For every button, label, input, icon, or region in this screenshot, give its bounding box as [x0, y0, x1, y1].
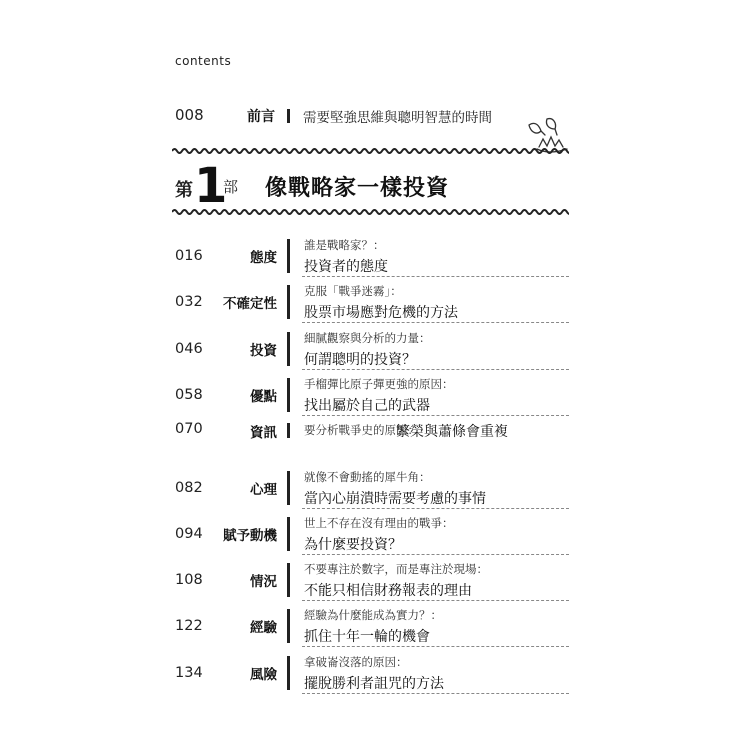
entry-divider-bar	[287, 517, 290, 551]
entry-page-number: 032	[175, 294, 203, 310]
entry-subtitle: 不要專注於數字，而是專注於現場：	[304, 562, 488, 576]
entry-title: 態度	[250, 250, 277, 266]
entry-main-title: 不能只相信財務報表的理由	[304, 583, 472, 599]
entry-dashed-separator	[302, 415, 569, 416]
entry-subtitle: 要分析戰爭史的原因：	[304, 423, 419, 437]
entry-title: 風險	[250, 667, 277, 683]
entry-divider-bar	[287, 471, 290, 505]
entry-title: 不確定性	[223, 296, 277, 312]
entry-dashed-separator	[302, 554, 569, 555]
contents-heading: contents	[175, 54, 232, 68]
part-number: 1	[194, 158, 228, 214]
entry-main-title: 當內心崩潰時需要考慮的事情	[304, 491, 486, 507]
preface-text: 需要堅強思維與聰明智慧的時間	[303, 110, 492, 126]
entry-dashed-separator	[302, 322, 569, 323]
entry-subtitle: 誰是戰略家？：	[304, 238, 385, 252]
entry-divider-bar	[287, 378, 290, 412]
entry-divider-bar	[287, 423, 290, 438]
preface-page-number: 008	[175, 106, 204, 124]
wavy-divider-bottom	[172, 206, 569, 218]
entry-divider-bar	[287, 239, 290, 273]
entry-dashed-separator	[302, 646, 569, 647]
entry-subtitle: 克服「戰爭迷霧」：	[304, 284, 402, 298]
entry-main-title: 繁榮與蕭條會重複	[396, 424, 508, 440]
entry-subtitle: 世上不存在沒有理由的戰爭：	[304, 516, 454, 530]
entry-page-number: 070	[175, 421, 203, 437]
entry-title: 投資	[250, 343, 277, 359]
entry-divider-bar	[287, 656, 290, 690]
entry-dashed-separator	[302, 276, 569, 277]
entry-subtitle: 手榴彈比原子彈更強的原因：	[304, 377, 454, 391]
entry-main-title: 投資者的態度	[304, 259, 388, 275]
entry-title: 心理	[250, 482, 277, 498]
entry-title: 情況	[250, 574, 277, 590]
entry-title: 經驗	[250, 620, 277, 636]
part-suffix: 部	[223, 178, 239, 196]
entry-page-number: 082	[175, 480, 203, 496]
entry-main-title: 擺脫勝利者詛咒的方法	[304, 676, 444, 692]
entry-divider-bar	[287, 285, 290, 319]
preface-divider-bar	[287, 109, 290, 123]
entry-subtitle: 細膩觀察與分析的力量：	[304, 331, 431, 345]
entry-page-number: 094	[175, 526, 203, 542]
entry-subtitle: 經驗為什麼能成為實力？：	[304, 608, 442, 622]
entry-dashed-separator	[302, 600, 569, 601]
entry-subtitle: 拿破崙沒落的原因：	[304, 655, 408, 669]
entry-page-number: 134	[175, 665, 203, 681]
entry-main-title: 何謂聰明的投資？	[304, 352, 416, 368]
part-prefix: 第	[175, 180, 193, 201]
entry-title: 賦予動機	[223, 528, 277, 544]
entry-dashed-separator	[302, 693, 569, 694]
entry-page-number: 046	[175, 341, 203, 357]
entry-page-number: 058	[175, 387, 203, 403]
entry-title: 資訊	[250, 425, 277, 441]
entry-page-number: 108	[175, 572, 203, 588]
entry-divider-bar	[287, 563, 290, 597]
entry-divider-bar	[287, 609, 290, 643]
entry-main-title: 抓住十年一輪的機會	[304, 629, 430, 645]
entry-main-title: 股票市場應對危機的方法	[304, 305, 458, 321]
part-title: 像戰略家一樣投資	[265, 176, 450, 201]
preface-title: 前言	[247, 109, 275, 125]
entry-divider-bar	[287, 332, 290, 366]
entry-title: 優點	[250, 389, 277, 405]
entry-subtitle: 就像不會動搖的犀牛角：	[304, 470, 431, 484]
entry-main-title: 為什麼要投資？	[304, 537, 402, 553]
entry-main-title: 找出屬於自己的武器	[304, 398, 430, 414]
entry-dashed-separator	[302, 508, 569, 509]
entry-dashed-separator	[302, 369, 569, 370]
entry-page-number: 016	[175, 248, 203, 264]
entry-page-number: 122	[175, 618, 203, 634]
wavy-divider-top	[172, 145, 569, 157]
